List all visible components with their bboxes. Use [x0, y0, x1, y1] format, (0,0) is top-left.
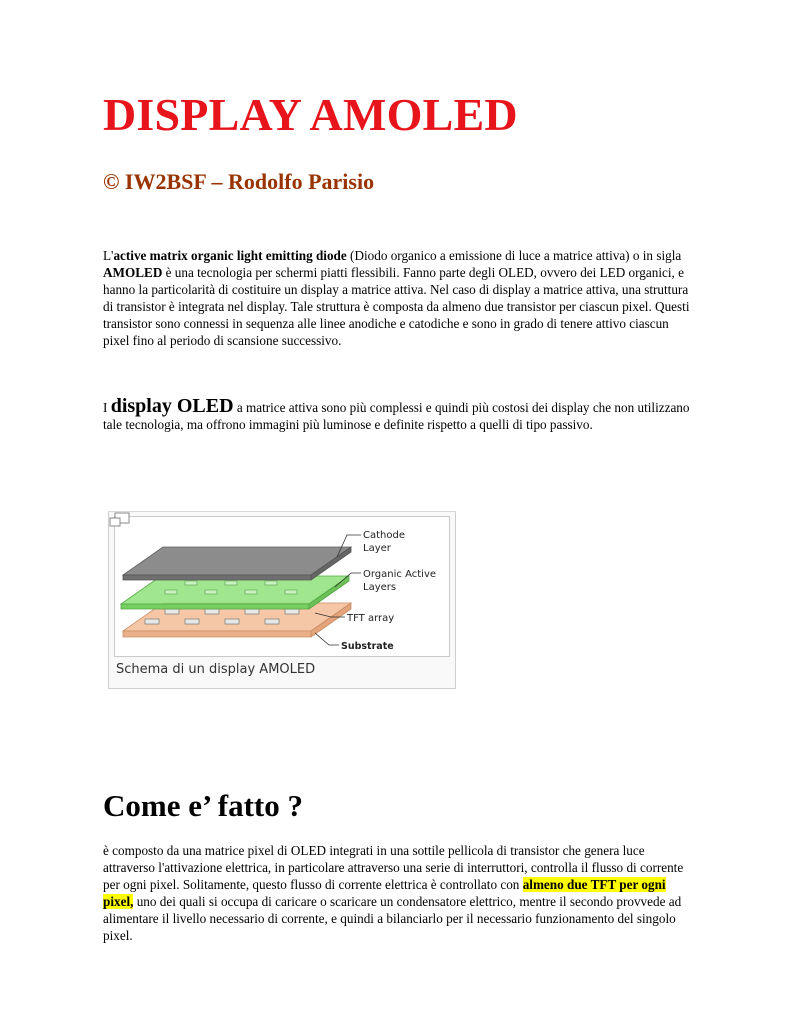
structure-text-1: è composto da una matrice pixel di OLED integrati in una sottile pellicola di transistor che genera luce attraverso l'attivazione elettrica, in particolare attraverso una serie di interruttori, controlla il flusso di corrente per ogni pixel. Solitamente, questo flusso di corrente elettrica è controllato con — [103, 843, 684, 892]
intro-text-1: L' — [103, 248, 114, 263]
organic-label-2: Layers — [363, 582, 397, 593]
cathode-front — [123, 575, 311, 580]
organic-label-1: Organic Active — [363, 569, 437, 580]
oled-paragraph — [103, 395, 693, 434]
figure-caption: Schema di un display AMOLED — [116, 662, 316, 677]
author-line: © IW2BSF – Rodolfo Parisio — [103, 169, 375, 194]
structure-paragraph — [103, 843, 693, 944]
oled-text-2: a matrice attiva sono più complessi e quindi più costosi dei display che non utilizzano tale tecnologia, ma offrono immagini più luminose e definite rispetto a quelli di tipo passivo. — [103, 400, 690, 432]
document-title: DISPLAY AMOLED — [103, 89, 518, 140]
intro-bold-amoled: AMOLED — [103, 264, 163, 280]
oled-big-term: display OLED — [110, 395, 234, 417]
amoled-figure — [108, 511, 456, 689]
amoled-diagram-frame — [114, 516, 450, 657]
highlighted-phrase: almeno due TFT per ogni pixel, — [103, 876, 666, 909]
organic-front — [121, 604, 309, 609]
intro-paragraph — [103, 248, 693, 349]
cathode-label-1: Cathode — [363, 530, 405, 541]
substrate-front — [123, 631, 311, 637]
intro-bold-term: active matrix organic light emitting diode — [113, 248, 347, 263]
tft-label: TFT array — [347, 613, 395, 624]
enlarge-icon[interactable] — [109, 512, 131, 528]
oled-text-1: I — [103, 400, 111, 415]
structure-text-2: uno dei quali si occupa di caricare o scaricare un condensatore elettrico, mentre il secondo provvede ad alimentare il livello necessario di corrente, e quindi a bilanciarlo per il necessario funzionamento del singolo pixel. — [103, 893, 682, 943]
substrate-label: Substrate — [341, 641, 394, 652]
cathode-label-2: Layer — [363, 543, 391, 554]
amoled-layer-diagram — [115, 517, 449, 656]
intro-text-2: (Diodo organico a emissione di luce a matrice attiva) o in sigla — [346, 248, 682, 263]
intro-text-3: è una tecnologia per schermi piatti flessibili. Fanno parte degli OLED, ovvero dei LED organici, e hanno la particolarità di costituire un display a matrice attiva. Nel caso di display a matrice attiva, una struttura di transistor è integrata nel display. Tale struttura è composta da almeno due transistor per ciascun pixel. Questi transistor sono connessi in sequenza alle linee anodiche e catodiche e sono in grado di tenere attivo ciascun pixel fino al periodo di scansione successivo. — [103, 264, 690, 348]
section-heading: Come e’ fatto ? — [103, 788, 303, 823]
